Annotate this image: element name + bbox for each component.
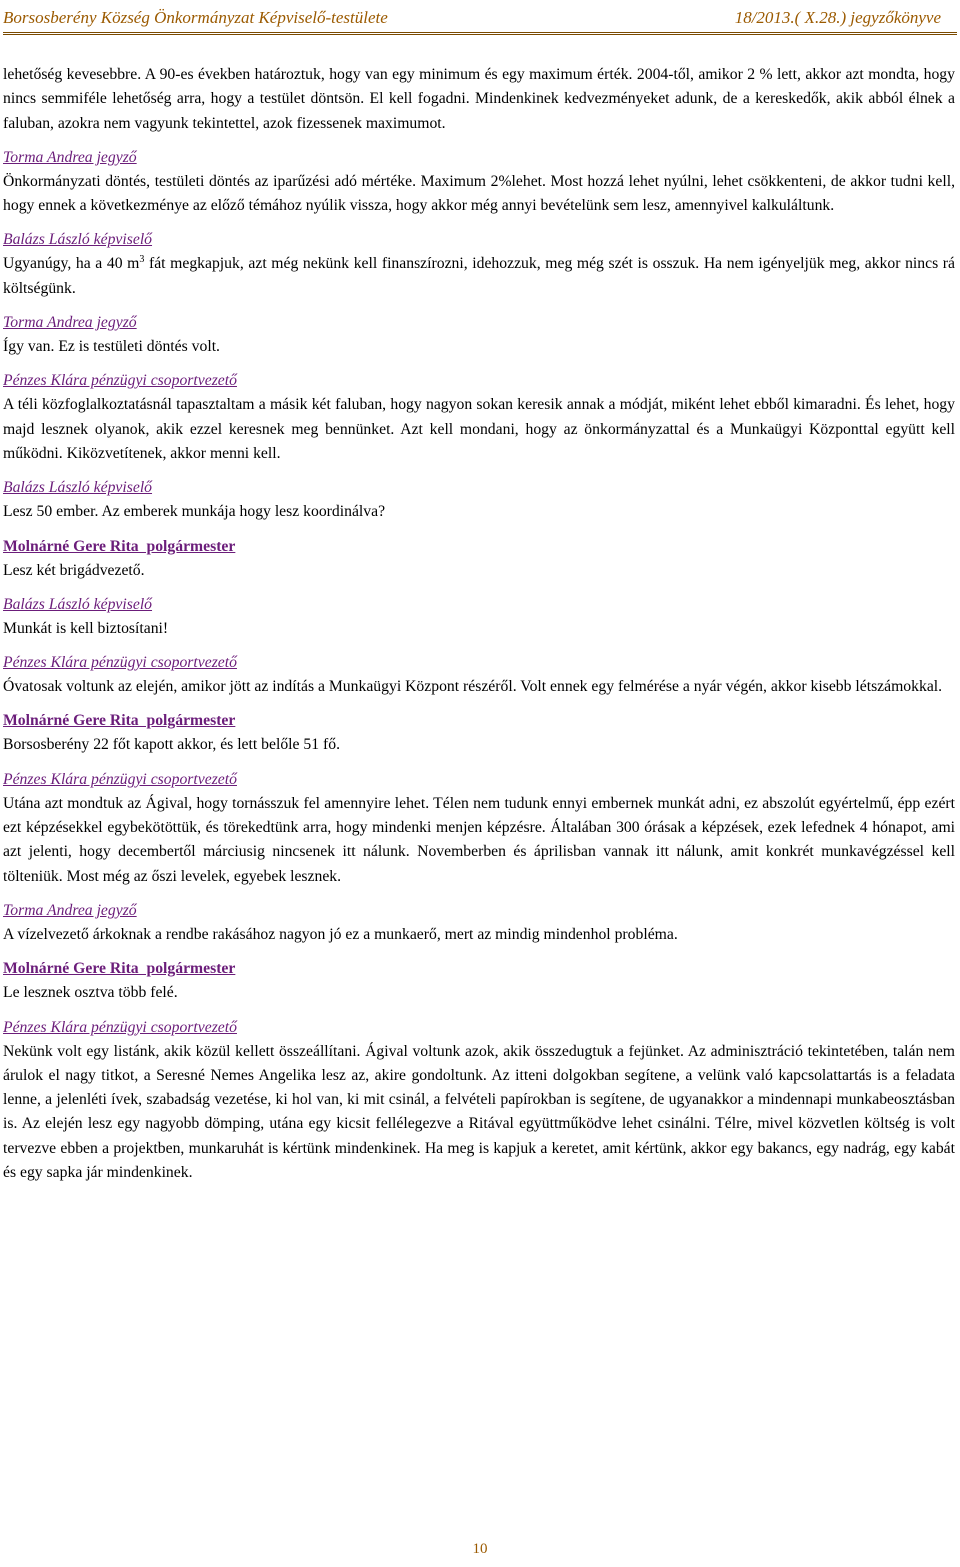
document-header: [3, 4, 957, 35]
paragraph: A téli közfoglalkoztatásnál tapasztaltam a másik két faluban, hogy nagyon sokan keresik annak a módját, miként lehet ebből kimaradni. És lehet, hogy majd lesznek olyanok, akik ezzel keresnek meg bennünket. Azt kell mondani, hogy az önkormányzattal és a Munkaügyi Központtal együtt kell működni. Kiközvetítenek, akkor menni kell.: [3, 396, 955, 462]
paragraph: [3, 252, 955, 301]
paragraph-text: fát megkapjuk, azt még nekünk kell finanszírozni, idehozzuk, meg még szét is osszuk. Ha nem igényeljük meg, akkor nincs rá költségünk.: [3, 255, 955, 297]
paragraph-text: Ugyanúgy, ha a 40 m: [3, 255, 140, 273]
paragraph: lehetőség kevesebbre. A 90-es években határoztuk, hogy van egy minimum és egy maximum érték. 2004-től, amikor 2 % lett, akkor azt mondta, hogy nincs semmiféle lehetőség arra, hogy a testület döntsön. El kell fogadni. Mindenkinek kedvezményeket adunk, de a kereskedők, akik abból élnek a faluban, azokra nem vagyunk tekintettel, azok fizessenek maximumot.: [3, 66, 955, 132]
paragraph: Óvatosak voltunk az elején, amikor jött az indítás a Munkaügyi Központ részéről. Volt ennek egy felmérése a nyár végén, akkor kisebb létszámokkal.: [3, 678, 943, 696]
speaker-name: Torma Andrea jegyző: [3, 901, 137, 919]
paragraph: Le lesznek osztva több felé.: [3, 984, 178, 1002]
speaker-name: Molnárné Gere Rita polgármester: [3, 537, 236, 555]
superscript: 3: [139, 254, 145, 266]
speaker-name: Pénzes Klára pénzügyi csoportvezető: [3, 372, 237, 390]
speaker-name: Pénzes Klára pénzügyi csoportvezető: [3, 1018, 237, 1036]
paragraph: Lesz két brigádvezető.: [3, 561, 145, 579]
header-title: Borsosberény Község Önkormányzat Képviselő-testülete: [3, 8, 388, 27]
speaker-name: Torma Andrea jegyző: [3, 148, 137, 166]
paragraph: Lesz 50 ember. Az emberek munkája hogy lesz koordinálva?: [3, 503, 386, 521]
speaker-name: Pénzes Klára pénzügyi csoportvezető: [3, 654, 237, 672]
speaker-name: Pénzes Klára pénzügyi csoportvezető: [3, 770, 237, 788]
paragraph: Önkormányzati döntés, testületi döntés az iparűzési adó mértéke. Maximum 2%lehet. Most hozzá lehet nyúlni, lehet csökkenteni, de akkor tudni kell, hogy ennek a következménye az előző témához nyúlik vissza, hogy akkor még annyi bevételünk sem lesz, amennyivel kalkuláltunk.: [3, 172, 955, 215]
paragraph: Nekünk volt egy listánk, akik közül kellett összeállítani. Ágival voltunk azok, akik összedugtuk a fejünket. Az adminisztráció tekintetében, talán nem árulok el nagy titkot, a Seresné Nemes Angelika lesz az, akire gondoltunk. Az itteni dolgokban segítene, a velünk való kapcsolattartás is a feladata lenne, a jelenléti ívek, szabadság vezetése, ki hol van, ki mit csinál, a felvételi papírokban is segítene, de ugyanakkor a mindennapi munkabeosztásban is. Az elején lesz egy nagyobb dömping, utána egy kicsit fellélegezve a Ritával együttműködve lehet csinálni. Télre, mivel közvetlen költség is volt tervezve ebben a projektben, munkaruhát is kértünk mindenkinek. Ha meg is kapjuk a keretet, amit kértünk, akkor egy bakancs, egy nadrág, egy kabát és egy sapka jár mindenkinek.: [3, 1042, 955, 1182]
paragraph: Utána azt mondtuk az Ágival, hogy tornásszuk fel amennyire lehet. Télen nem tudunk ennyi embernek munkát adni, ez abszolút egyértelmű, épp ezért ezt képzésekkel egybekötöttük, és törekedtünk arra, hogy mindenki menjen képzésre. Általában 300 órásak a képzések, ezek lefednek 4 hónapot, ami azt jelenti, hogy decembertől márciusig nincsenek itt nálunk. Novemberben és áprilisban vannak itt nálunk, amit konkrét munkavégzéssel kell tölteniük. Most még az őszi levelek, egyebek lesznek.: [3, 794, 955, 885]
paragraph: Így van. Ez is testületi döntés volt.: [3, 338, 220, 356]
speaker-name: Torma Andrea jegyző: [3, 314, 137, 332]
speaker-name: Balázs László képviselő: [3, 479, 153, 497]
page-number: 10: [472, 1541, 488, 1557]
speaker-name: Molnárné Gere Rita polgármester: [3, 960, 236, 978]
minutes-body: [3, 63, 955, 1185]
speaker-name: Balázs László képviselő: [3, 231, 153, 249]
speaker-name: Balázs László képviselő: [3, 595, 153, 613]
speaker-name: Molnárné Gere Rita polgármester: [3, 712, 236, 730]
paragraph: Borsosberény 22 főt kapott akkor, és lett belőle 51 fő.: [3, 736, 341, 754]
paragraph: A vízelvezető árkoknak a rendbe rakásához nagyon jó ez a munkaerő, mert az mindig mindenhol probléma.: [3, 925, 678, 943]
paragraph: Munkát is kell biztosítani!: [3, 619, 169, 637]
header-document-number: 18/2013.( X.28.) jegyzőkönyve: [734, 8, 941, 27]
